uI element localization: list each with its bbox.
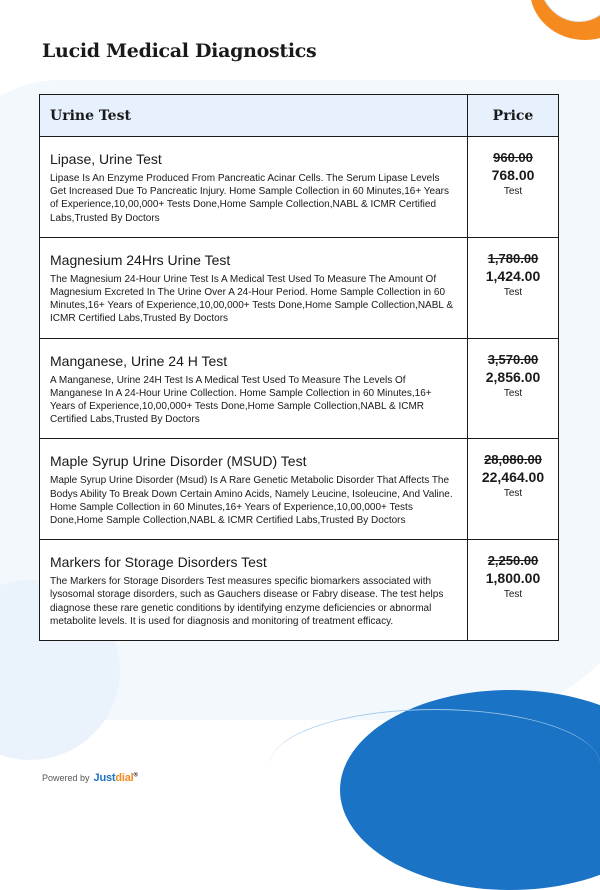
corner-decoration-bottom-line (270, 709, 600, 820)
price-cell (468, 439, 558, 539)
table-row (40, 137, 558, 238)
test-description: A Manganese, Urine 24H Test Is A Medical Test Used To Measure The Levels Of Manganese In A 24-Hour Urine Collection. Home Sample Collection in 60 Minutes,16+ Years of Experience,10,00,000+ Tests Done,Home Sample Collection,NABL & ICMR Certified Labs,Trusted By Doctors (50, 374, 432, 426)
price-cell (468, 540, 558, 640)
test-description: Lipase Is An Enzyme Produced From Pancreatic Acinar Cells. The Serum Lipase Levels Get Increased Due To Pancreatic Injury. Home Sample Collection in 60 Minutes,16+ Years of Experience,10,00,000+ Tests Done,Home Sample Collection,NABL & ICMR Certified Labs,Trusted By Doctors (50, 173, 450, 224)
logo-just-text: Just (93, 772, 116, 784)
test-name: Maple Syrup Urine Disorder (MSUD) Test (50, 453, 307, 470)
price-unit: Test (503, 186, 523, 197)
test-description: Maple Syrup Urine Disorder (Msud) Is A Rare Genetic Metabolic Disorder That Affects The Bodys Ability To Break Down Certain Amino Acids, Namely Leucine, Isoleucine, And Valine. Home Sample Collection in 60 Minutes,16+ Years of Experience,10,00,000+ Tests Done,Home Sample Collection,NABL & ICMR Certified Labs,Trusted By Doctors (50, 475, 453, 527)
logo-dial-text: dial (115, 772, 134, 784)
table-header (40, 95, 558, 137)
test-cell (40, 439, 468, 539)
old-price: 1,780.00 (487, 250, 539, 266)
price-unit: Test (503, 488, 523, 500)
table-row (40, 439, 558, 540)
price-table (39, 94, 559, 641)
justdial-logo[interactable] (94, 772, 138, 784)
new-price: 1,424.00 (485, 267, 541, 284)
test-name: Markers for Storage Disorders Test (50, 554, 267, 571)
page-title: Lucid Medical Diagnostics (42, 40, 317, 62)
price-cell (468, 238, 558, 338)
old-price: 960.00 (493, 150, 533, 165)
test-cell (40, 238, 468, 338)
test-name: Manganese, Urine 24 H Test (50, 352, 228, 369)
price-unit: Test (503, 387, 523, 399)
table-row (40, 238, 558, 339)
new-price: 22,464.00 (481, 469, 545, 486)
test-cell (40, 540, 468, 640)
table-row (40, 339, 558, 440)
price-unit: Test (503, 286, 523, 298)
test-description: The Magnesium 24-Hour Urine Test Is A Medical Test Used To Measure The Amount Of Magnesium Excreted In The Urine Over A 24-Hour Period. Home Sample Collection in 60 Minutes,16+ Years of Experience,10,00,000+ Tests Done,Home Sample Collection,NABL & ICMR Certified Labs,Trusted By Doctors (50, 273, 454, 325)
test-description: The Markers for Storage Disorders Test measures specific biomarkers associated with lysosomal storage disorders, such as Gauchers disease or Fabry disease. The test helps diagnose these rare genetic conditions by identifying enzyme deficiencies or abnormal metabolite levels. It is used for diagnosis and monitoring of treatment efficacy. (50, 576, 444, 627)
test-cell (40, 339, 468, 439)
old-price: 28,080.00 (484, 452, 542, 468)
price-unit: Test (503, 589, 523, 601)
price-cell (468, 339, 558, 439)
old-price: 2,250.00 (487, 553, 539, 569)
test-name: Magnesium 24Hrs Urine Test (50, 251, 231, 268)
powered-by-label: Powered by (42, 773, 90, 783)
header-test-column: Urine Test (40, 95, 468, 136)
price-cell (468, 137, 558, 237)
footer (42, 772, 138, 784)
new-price: 768.00 (491, 167, 535, 183)
old-price: 3,570.00 (487, 351, 539, 367)
logo-mark: ® (133, 772, 138, 779)
test-name: Lipase, Urine Test (50, 151, 162, 167)
test-cell (40, 137, 468, 237)
table-row (40, 540, 558, 640)
new-price: 2,856.00 (485, 368, 541, 385)
header-price-column: Price (492, 107, 534, 124)
new-price: 1,800.00 (485, 570, 541, 587)
